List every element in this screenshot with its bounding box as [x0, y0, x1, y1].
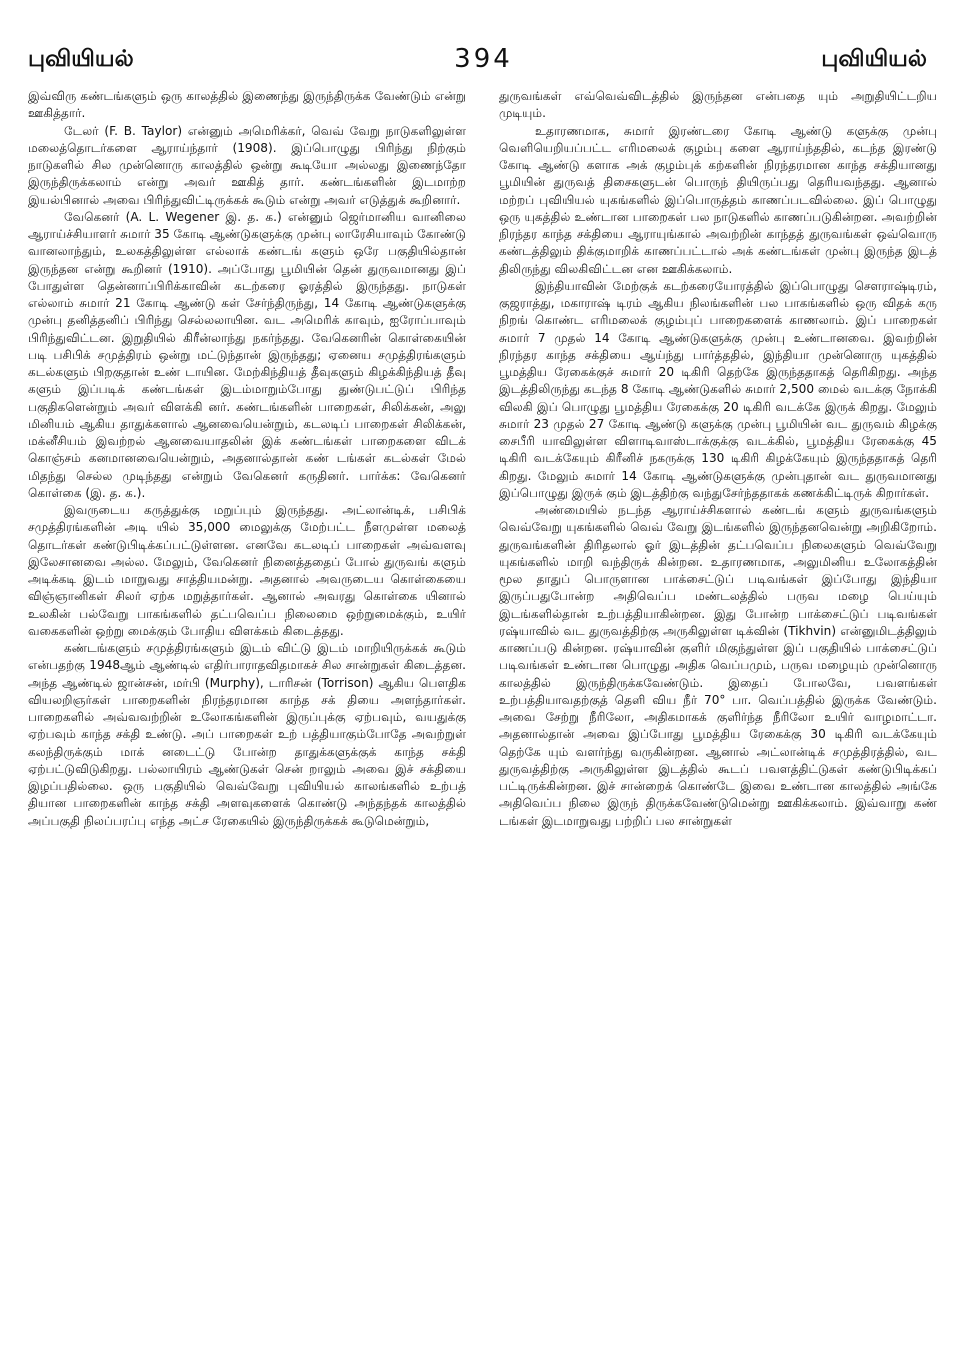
running-header-right: புவியியல் [821, 46, 927, 72]
paragraph: இவருடைய கருத்துக்கு மறுப்பும் இருந்தது. அட்லான்டிக், பசிபிக் சமுத்திரங்களின் அடி யில் 35,000 மைலுக்கு மேற்பட்ட நீளமுள்ள மலைத் தொடர்கள் கண்டுபிடிக்கப்பட்டுள்ளன. எனவே கடலடிப் பாறைகள் அவ்வளவு இலேசானவை அல்ல. மேலும், வேகெனர் நினைத்ததைப் போல் துருவங் களும் அடிக்கடி இடம் மாறுவது சாத்தியமன்று. அதனால் அவருடைய கொள்கையை விஞ்ஞானிகள் சிலர் ஏற்க மறுத்தார்கள். ஆனால் அவரது கொள்கை யினால் உலகின் பல்வேறு பாகங்களில் தட்பவெப்ப நிலைமை ஒற்றுமைக்கும், உயிர் வகைகளின் ஒற்று மைக்கும் போதிய விளக்கம் கிடைத்தது. [28, 503, 466, 638]
left-column [28, 88, 466, 1350]
page-number: 394 [454, 44, 513, 74]
paragraph: உதாரணமாக, சுமார் இரண்டரை கோடி ஆண்டு களுக்கு முன்பு வெளியெறியப்பட்ட எரிமலைக் குழம்பு களை ஆராய்ந்ததில், கடந்த இரண்டு கோடி ஆண்டு களாக அக் குழம்புக் கற்களின் நிரந்தரமான காந்த சக்தியானது பூமியின் துருவத் திசைகளுடன் பொருந் தியிருப்பது தெரியவந்தது. ஆனால் மற்றப் புவியியல் யுகங்களில் இப்பொருத்தம் காணப்படவில்லை. இப் பொழுது ஒரு யுகத்தில் உண்டான பாறைகள் பல நாடுகளில் காணப்படுகின்றன. அவற்றின் நிரந்தர காந்த சக்தியை ஆராயுங்கால் அவற்றின் காந்தத் துருவங்கள் ஒவ்வொரு கண்டத்திலும் திக்குமாறிக் காணப்பட்டால் அக் கண்டங்கள் முன்பு இருந்த இடத் திலிருந்து விலகிவிட்டன என ஊகிக்கலாம். [499, 123, 937, 276]
paragraph: கண்டங்களும் சமுத்திரங்களும் இடம் விட்டு இடம் மாறியிருக்கக் கூடும் என்பதற்கு 1948ஆம் ஆண்டில் எதிர்பாராதவிதமாகச் சில சான்றுகள் கிடைத்தன. அந்த ஆண்டில் ஜான்சன், மர்பி (Murphy), டாரிசன் (Torrison) ஆகிய பௌதிக வியலறிஞர்கள் பாறைகளின் நிரந்தரமான காந்த சக் தியை அளந்தார்கள். பாறைகளில் அவ்வவற்றின் உலோகங்களின் இருப்புக்கு ஏற்பவும், வயதுக்கு ஏற்பவும் காந்த சக்தி உண்டு. அப் பாறைகள் உற் பத்தியாகும்போதே அவற்றுள் கலந்திருக்கும் மாக் னடைட்டு போன்ற தாதுக்களுக்குக் காந்த சக்தி ஏற்பட்டுவிடுகிறது. பல்லாயிரம் ஆண்டுகள் சென் றாலும் அவை இச் சக்தியை இழப்பதில்லை. ஒரு பகுதியில் வெவ்வேறு புவியியல் காலங்களில் உற்பத் தியான பாறைகளின் காந்த சக்தி அளவுகளைக் கொண்டு அந்தந்தக் காலத்தில் அப்பகுதி நிலப்பரப்பு எந்த அட்ச ரேகையில் இருந்திருக்கக் கூடுமென்றும், [28, 641, 466, 828]
paragraph: டேலர் (F. B. Taylor) என்னும் அமெரிக்கர், வெவ் வேறு நாடுகளிலுள்ள மலைத்தொடர்களை ஆராய்ந்தார் (1908). இப்பொழுது பிரிந்து நிற்கும் நாடுகளில் சில முன்னொரு காலத்தில் ஒன்று கூடியோ அல்லது இணைந்தோ இருந்திருக்கலாம் என்று அவர் ஊகித் தார். கண்டங்களின் இடமாற்ற இயல்பினால் அவை பிரிந்துவிட்டிருக்கக் கூடும் என்று அவர் எடுத்துக் கூறினார். [28, 123, 466, 207]
right-column [499, 88, 937, 1350]
paragraph: இவ்விரு கண்டங்களும் ஒரு காலத்தில் இணைந்து இருந்திருக்க வேண்டும் என்று ஊகித்தார். [28, 89, 466, 121]
paragraph: வேகெனர் (A. L. Wegener இ. த. க.) என்னும் ஜெர்மானிய வானிலை ஆராய்ச்சியாளர் சுமார் 35 கோடி ஆண்டுகளுக்கு முன்பு லாரேசியாவும் கோண்டு வானலாந்தும், உலகத்திலுள்ள எல்லாக் கண்டங் களும் ஒரே பகுதியில்தான் இருந்தன என்று கூறினர் (1910). அப்போது பூமியின் தென் துருவமானது இப் போதுள்ள தென்னாப்பிரிக்காவின் கடற்கரை ஓரத்தில் இருந்தது. நாடுகள் எல்லாம் சுமார் 21 கோடி ஆண்டு கள் சேர்ந்திருந்து, 14 கோடி ஆண்டுகளுக்கு முன்பு தனித்தனிப் பிரிந்து செல்லலாயின. வட அமெரிக் காவும், ஐரோப்பாவும் பிரிந்துவிட்டன. இறுதியில் கிரீன்லாந்து நகர்ந்தது. வேகெனரின் கொள்கையின் படி பசிபிக் சமுத்திரம் ஒன்று மட்டுந்தான் இருந்தது; ஏனைய சமுத்திரங்களும் கடல்களும் பிறகுதான் உண் டாயின. மேற்கிந்தியத் தீவுகளும் கிழக்கிந்தியத் தீவு களும் இப்படிக் கண்டங்கள் இடம்மாறும்போது துண்டுபட்டுப் பிரிந்த பகுதிகளென்றும் அவர் விளக்கி னர். கண்டங்களின் பாறைகள், சிலிக்கன், அலு மினியம் ஆகிய தாதுக்களால் ஆனவையென்றும், கடலடிப் பாறைகள் சிலிக்கன், மக்னீசியம் இவற்றல் ஆனவையாதலின் இக் கண்டங்கள் பாறைகளை விடக் கொஞ்சம் கனமானவையென்றும், அதனால்தான் கண் டங்கள் கடல்கள் மேல் மிதந்து செல்ல முடிந்தது என்றும் வேகெனர் கருதினர். பார்க்க: வேகெனர் கொள்கை (இ. த. க.). [28, 209, 466, 500]
paragraph: இந்தியாவின் மேற்குக் கடற்கரையோரத்தில் இப்பொழுது சௌராஷ்டிரம், குஜராத்து, மகாராஷ் டிரம் ஆகிய நிலங்களின் பல பாகங்களில் ஒரு விதக் கரு நிறங் கொண்ட எரிமலைக் குழம்புப் பாறைகளைக் காணலாம். இப் பாறைகள் சுமார் 7 முதல் 14 கோடி ஆண்டுகளுக்கு முன்பு உண்டானவை. இவற்றின் நிரந்தர காந்த சக்தியை ஆய்ந்து பார்த்ததில், இந்தியா முன்னொரு யுகத்தில் பூமத்திய ரேகைக்குச் சுமார் 20 டிகிரி தெற்கே இருந்ததாகத் தெரிகிறது. அந்த இடத்திலிருந்து கடந்த 8 கோடி ஆண்டுகளில் சுமார் 2,500 மைல் வடக்கு நோக்கி விலகி இப் பொழுது பூமத்திய ரேகைக்கு 20 டிகிரி வடக்கே இருக் கிறது. மேலும் சுமார் 23 முதல் 27 கோடி ஆண்டு களுக்கு முன்பு பூமியின் வட துருவம் கிழக்கு சைபீரி யாவிலுள்ள விளாடிவாஸ்டாக்குக்கு வடக்கில், பூமத்திய ரேகைக்கு 45 டிகிரி வடக்கேயும் கிரீனிச் நகருக்கு 130 டிகிரி கிழக்கேயும் இருந்ததாகத் தெரி கிறது. மேலும் சுமார் 14 கோடி ஆண்டுகளுக்கு முன்புதான் வட துருவமானது இப்பொழுது இருக் கும் இடத்திற்கு வந்துசேர்ந்ததாகக் கணக்கிட்டிருக் கிறார்கள். [499, 278, 937, 500]
running-header-left: புவியியல் [28, 46, 134, 72]
paragraph: அண்மையில் நடந்த ஆராய்ச்சிகளால் கண்டங் களும் துருவங்களும் வெவ்வேறு யுகங்களில் வெவ் வேறு இடங்களில் இருந்தனவென்று அறிகிறோம். துருவங்களின் திரிதலால் ஓர் இடத்தின் தட்பவெப்ப நிலைகளும் வெவ்வேறு யுகங்களில் மாறி வந்திருக் கின்றன. உதாரணமாக, அலுமினிய உலோகத்தின் மூல தாதுப் பொருளான பாக்சைட்டுப் படிவங்கள் இப்போது இந்தியா இருப்பதுபோன்ற அதிவெப்ப மண்டலத்தில் பருவ மழை பெய்யும் இடங்களில்தான் உற்பத்தியாகின்றன. இது போன்ற பாக்சைட்டுப் படிவங்கள் ரஷ்யாவில் வட துருவத்திற்கு அருகிலுள்ள டிக்வின் (Tikhvin) என்னுமிடத்திலும் காணப்படு கின்றன. ரஷ்யாவின் குளிர் மிகுந்துள்ள இப் பகுதியில் பாக்சைட்டுப் படிவங்கள் உண்டான பொழுது அதிக வெப்பமும், பருவ மழையும் முன்னொரு காலத்தில் இருந்திருக்கவேண்டும். இதைப் போலவே, பவளங்கள் உற்பத்தியாவதற்குத் தெளி விய நீர் 70° பா. வெப்பத்தில் இருக்க வேண்டும். அவை சேற்று நீரிலோ, அதிகமாகக் குளிர்ந்த நீரிலோ உயிர் வாழமாட்டா. அதனால்தான் அவை இப்போது பூமத்திய ரேகைக்கு 30 டிகிரி வடக்கேயும் தெற்கே யும் வளர்ந்து வருகின்றன. ஆனால் அட்லான்டிக் சமுத்திரத்தில், வட துருவத்திற்கு அருகிலுள்ள இடத்தில் கூடப் பவளத்திட்டுகள் கண்டுபிடிக்கப் பட்டிருக்கின்றன. இச் சான்றைக் கொண்டே இவை உண்டான காலத்தில் அங்கே அதிவெப்ப நிலை இருந் திருக்கவேண்டுமென்று ஊகிக்கலாம். இவ்வாறு கண் டங்கள் இடமாறுவது பற்றிப் பல சான்றுகள் [499, 503, 937, 828]
paragraph: துருவங்கள் எவ்வெவ்விடத்தில் இருந்தன என்பதை யும் அறுதியிட்டறிய முடியும். [499, 89, 937, 121]
